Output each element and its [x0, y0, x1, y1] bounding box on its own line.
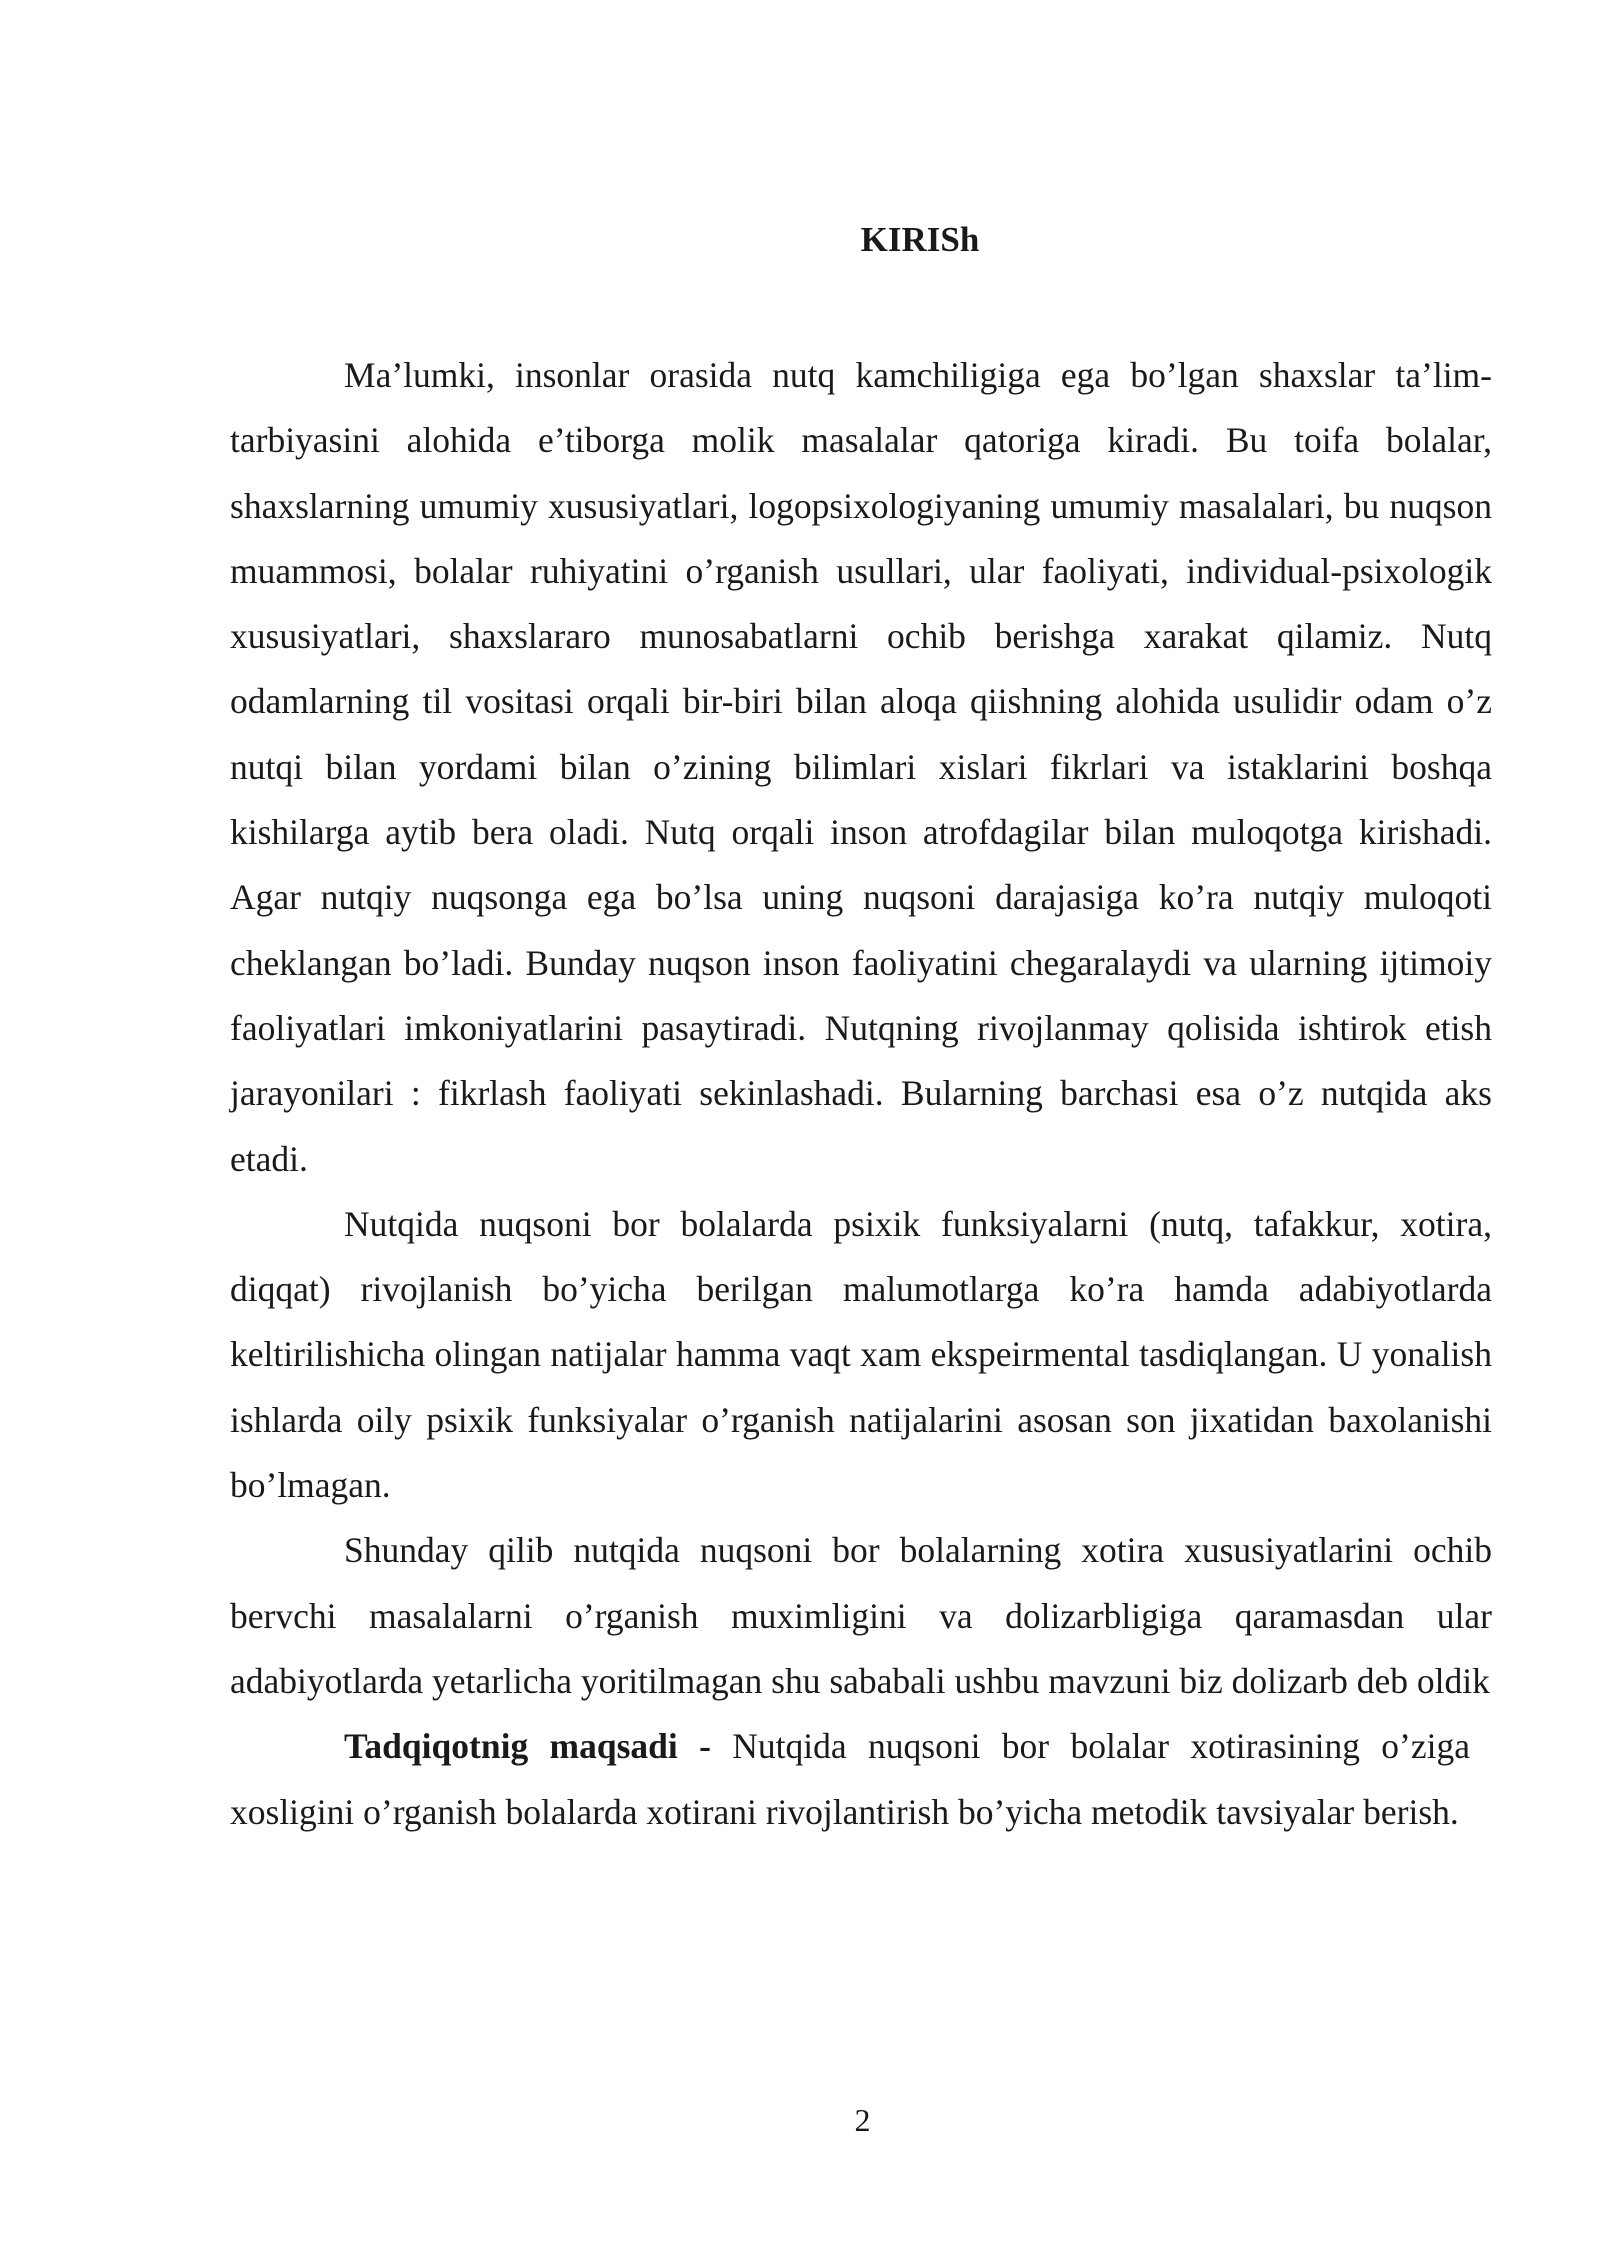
paragraph-relevance: Shunday qilib nutqida nuqsoni bor bolalarning xotira xususiyatlarini ochib bervchi masalalarni o’rganish muximligini va dolizarbligiga qaramasdan ular adabiyotlarda yetarlicha yoritilmagan shu sababali ushbu mavzuni biz dolizarb deb oldik: [230, 1530, 1492, 1701]
research-goal-text: Nutqida nuqsoni bor bolalar xotirasining o’ziga xosligini o’rganish bolalarda xotirani rivojlantirish bo’yicha metodik tavsiyalar berish.: [230, 1726, 1471, 1832]
body-text: [230, 343, 1492, 1845]
paragraph-psychic-functions: Nutqida nuqsoni bor bolalarda psixik funksiyalarni (nutq, tafakkur, xotira, diqqat) rivojlanish bo’yicha berilgan malumotlarga ko’ra hamda adabiyotlarda keltirilishicha olingan natijalar hamma vaqt xam ekspeirmental tasdiqlangan. U yonalish ishlarda oily psixik funksiyalar o’rganish natijalarini asosan son jixatidan baxolanishi bo’lmagan.: [230, 1203, 1492, 1506]
paragraph-intro: Ma’lumki, insonlar orasida nutq kamchiligiga ega bo’lgan shaxslar ta’lim-tarbiyasini alohida e’tiborga molik masalalar qatoriga kiradi. Bu toifa bolalar, shaxslarning umumiy xususiyatlari, logopsixologiyaning umumiy masalalari, bu nuqson muammosi, bolalar ruhiyatini o’rganish usullari, ular faoliyati, individual-psixologik xususiyatlari, shaxslararo munosabatlarni ochib berishga xarakat qilamiz. Nutq odamlarning til vositasi orqali bir-biri bilan aloqa qiishning alohida usulidir odam o’z nutqi bilan yordami bilan o’zining bilimlari xislari fikrlari va istaklarini boshqa kishilarga aytib bera oladi. Nutq orqali inson atrofdagilar bilan muloqotga kirishadi. Agar nutqiy nuqsonga ega bo’lsa uning nuqsoni darajasiga ko’ra nutqiy muloqoti cheklangan bo’ladi. Bunday nuqson inson faoliyatini chegaralaydi va ularning ijtimoiy faoliyatlari imkoniyatlarini pasaytiradi. Nutqning rivojlanmay qolisida ishtirok etish jarayonilari : fikrlash faoliyati sekinlashadi. Bularning barchasi esa o’z nutqida aks etadi.: [230, 355, 1492, 1179]
research-goal-label: Tadqiqotnig maqsadi -: [344, 1726, 711, 1767]
research-goal-paragraph: [230, 1714, 1470, 1845]
page-number: 2: [854, 2102, 871, 2138]
section-heading: KIRISh: [860, 220, 980, 259]
